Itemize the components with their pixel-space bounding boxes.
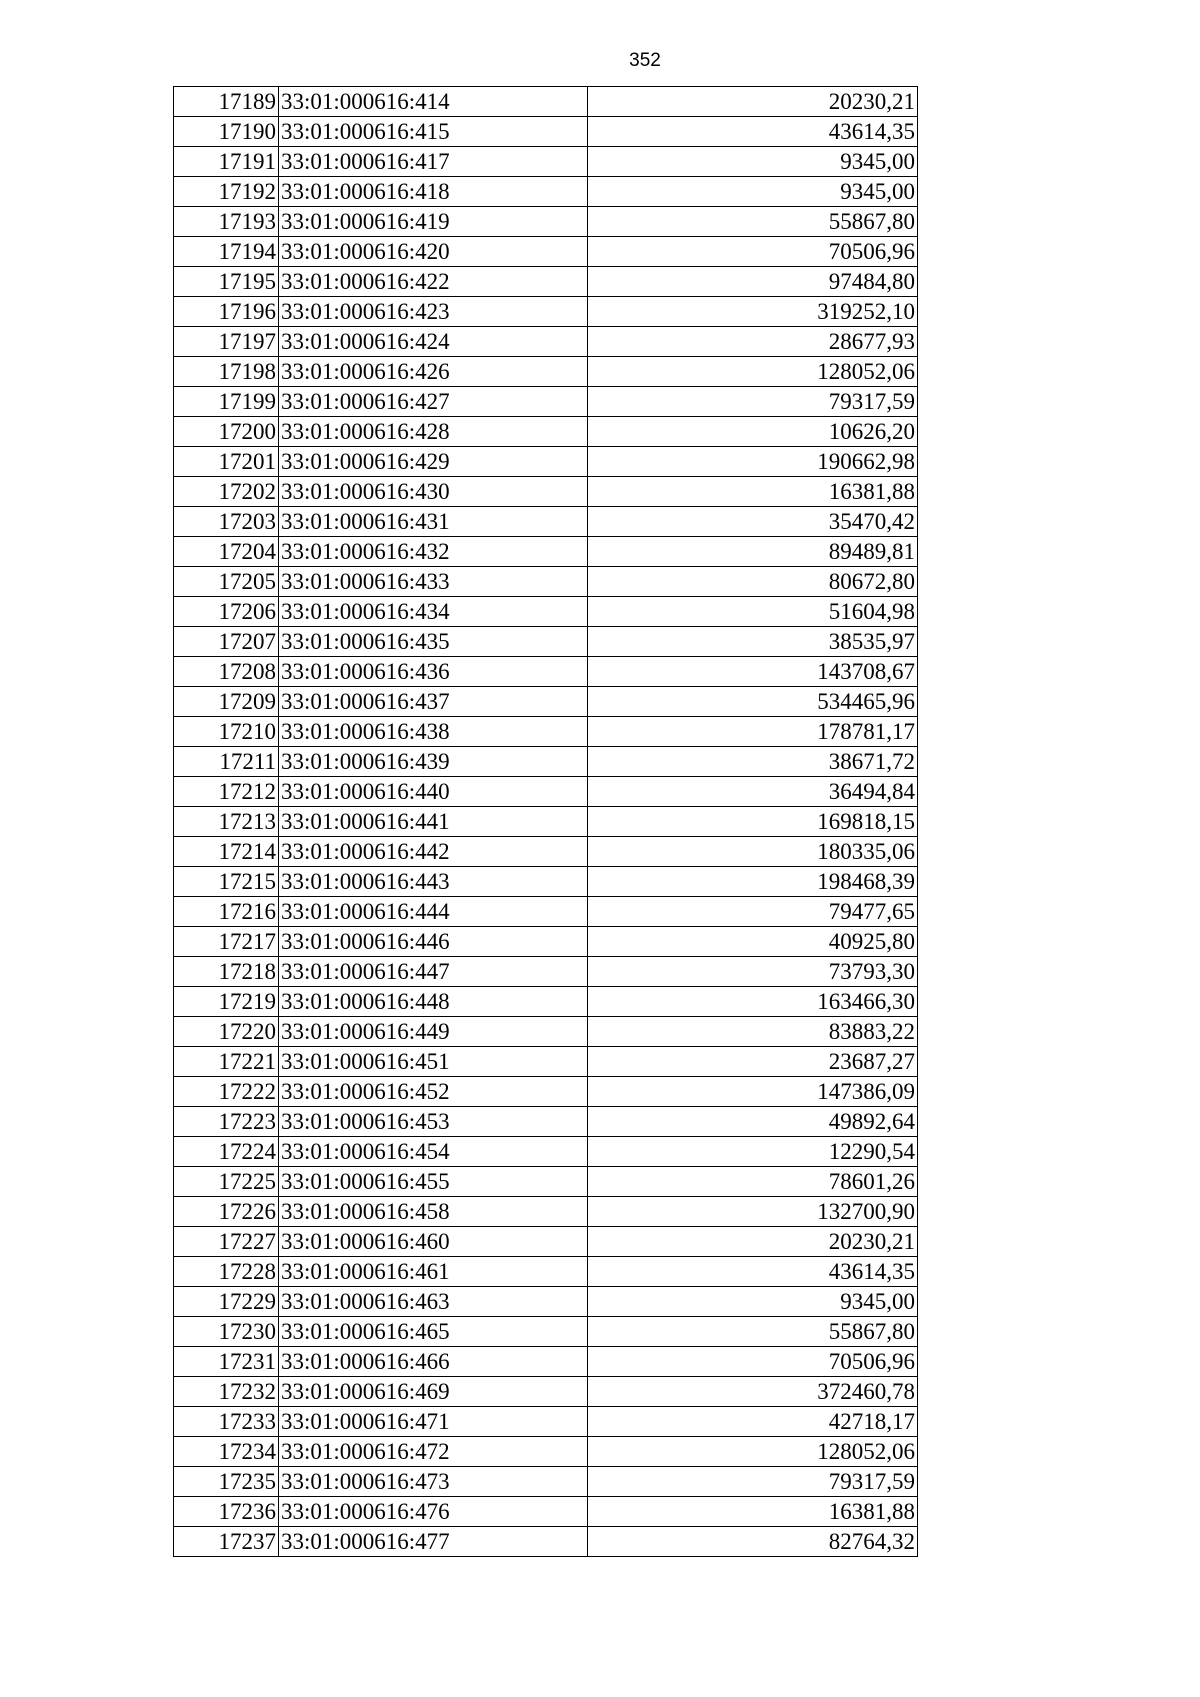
value-cell: 9345,00 [588, 177, 918, 207]
row-number-cell: 17196 [174, 297, 279, 327]
cadastral-number-cell: 33:01:000616:477 [279, 1527, 588, 1557]
cadastral-number-cell: 33:01:000616:437 [279, 687, 588, 717]
value-cell: 40925,80 [588, 927, 918, 957]
cadastral-number-cell: 33:01:000616:436 [279, 657, 588, 687]
row-number-cell: 17223 [174, 1107, 279, 1137]
value-cell: 97484,80 [588, 267, 918, 297]
row-number-cell: 17208 [174, 657, 279, 687]
cadastral-number-cell: 33:01:000616:429 [279, 447, 588, 477]
value-cell: 128052,06 [588, 1437, 918, 1467]
value-cell: 20230,21 [588, 1227, 918, 1257]
row-number-cell: 17213 [174, 807, 279, 837]
cadastral-number-cell: 33:01:000616:435 [279, 627, 588, 657]
row-number-cell: 17224 [174, 1137, 279, 1167]
row-number-cell: 17199 [174, 387, 279, 417]
table-row [174, 237, 918, 267]
table-row [174, 177, 918, 207]
row-number-cell: 17193 [174, 207, 279, 237]
cadastral-number-cell: 33:01:000616:460 [279, 1227, 588, 1257]
cadastral-number-cell: 33:01:000616:415 [279, 117, 588, 147]
cadastral-number-cell: 33:01:000616:426 [279, 357, 588, 387]
table-row [174, 717, 918, 747]
cadastral-number-cell: 33:01:000616:440 [279, 777, 588, 807]
table-row [174, 897, 918, 927]
row-number-cell: 17230 [174, 1317, 279, 1347]
table-row [174, 1137, 918, 1167]
value-cell: 9345,00 [588, 1287, 918, 1317]
cadastral-number-cell: 33:01:000616:454 [279, 1137, 588, 1167]
table-row [174, 1407, 918, 1437]
cadastral-number-cell: 33:01:000616:446 [279, 927, 588, 957]
cadastral-number-cell: 33:01:000616:461 [279, 1257, 588, 1287]
table-row [174, 1497, 918, 1527]
cadastral-number-cell: 33:01:000616:431 [279, 507, 588, 537]
value-cell: 10626,20 [588, 417, 918, 447]
table-row [174, 1167, 918, 1197]
value-cell: 70506,96 [588, 1347, 918, 1377]
table-row [174, 837, 918, 867]
row-number-cell: 17194 [174, 237, 279, 267]
table-row [174, 657, 918, 687]
row-number-cell: 17205 [174, 567, 279, 597]
cadastral-number-cell: 33:01:000616:442 [279, 837, 588, 867]
cadastral-number-cell: 33:01:000616:455 [279, 1167, 588, 1197]
table-row [174, 447, 918, 477]
row-number-cell: 17221 [174, 1047, 279, 1077]
row-number-cell: 17203 [174, 507, 279, 537]
value-cell: 78601,26 [588, 1167, 918, 1197]
value-cell: 128052,06 [588, 357, 918, 387]
value-cell: 16381,88 [588, 477, 918, 507]
table-row [174, 387, 918, 417]
table-row [174, 1437, 918, 1467]
cadastral-number-cell: 33:01:000616:414 [279, 87, 588, 117]
row-number-cell: 17212 [174, 777, 279, 807]
table-row [174, 357, 918, 387]
cadastral-number-cell: 33:01:000616:424 [279, 327, 588, 357]
table-row [174, 1077, 918, 1107]
row-number-cell: 17232 [174, 1377, 279, 1407]
value-cell: 38535,97 [588, 627, 918, 657]
table-row [174, 867, 918, 897]
cadastral-number-cell: 33:01:000616:430 [279, 477, 588, 507]
value-cell: 36494,84 [588, 777, 918, 807]
row-number-cell: 17233 [174, 1407, 279, 1437]
value-cell: 23687,27 [588, 1047, 918, 1077]
table-row [174, 747, 918, 777]
cadastral-number-cell: 33:01:000616:433 [279, 567, 588, 597]
cadastral-number-cell: 33:01:000616:423 [279, 297, 588, 327]
row-number-cell: 17197 [174, 327, 279, 357]
cadastral-number-cell: 33:01:000616:472 [279, 1437, 588, 1467]
value-cell: 163466,30 [588, 987, 918, 1017]
value-cell: 178781,17 [588, 717, 918, 747]
cadastral-number-cell: 33:01:000616:473 [279, 1467, 588, 1497]
cadastral-number-cell: 33:01:000616:476 [279, 1497, 588, 1527]
cadastral-number-cell: 33:01:000616:458 [279, 1197, 588, 1227]
row-number-cell: 17217 [174, 927, 279, 957]
cadastral-number-cell: 33:01:000616:449 [279, 1017, 588, 1047]
row-number-cell: 17206 [174, 597, 279, 627]
cadastral-number-cell: 33:01:000616:452 [279, 1077, 588, 1107]
table-row [174, 567, 918, 597]
row-number-cell: 17198 [174, 357, 279, 387]
value-cell: 79477,65 [588, 897, 918, 927]
value-cell: 198468,39 [588, 867, 918, 897]
row-number-cell: 17228 [174, 1257, 279, 1287]
table-row [174, 627, 918, 657]
cadastral-number-cell: 33:01:000616:469 [279, 1377, 588, 1407]
cadastral-number-cell: 33:01:000616:444 [279, 897, 588, 927]
row-number-cell: 17190 [174, 117, 279, 147]
table-row [174, 1527, 918, 1557]
cadastral-number-cell: 33:01:000616:422 [279, 267, 588, 297]
table-row [174, 1107, 918, 1137]
cadastral-number-cell: 33:01:000616:441 [279, 807, 588, 837]
table-row [174, 1017, 918, 1047]
value-cell: 143708,67 [588, 657, 918, 687]
table-row [174, 597, 918, 627]
table-row [174, 417, 918, 447]
cadastral-number-cell: 33:01:000616:438 [279, 717, 588, 747]
row-number-cell: 17191 [174, 147, 279, 177]
cadastral-number-cell: 33:01:000616:447 [279, 957, 588, 987]
value-cell: 73793,30 [588, 957, 918, 987]
row-number-cell: 17222 [174, 1077, 279, 1107]
value-cell: 169818,15 [588, 807, 918, 837]
table-row [174, 267, 918, 297]
value-cell: 51604,98 [588, 597, 918, 627]
cadastral-number-cell: 33:01:000616:417 [279, 147, 588, 177]
table-row [174, 927, 918, 957]
value-cell: 80672,80 [588, 567, 918, 597]
table-row [174, 87, 918, 117]
row-number-cell: 17211 [174, 747, 279, 777]
registry-table [173, 86, 918, 1557]
row-number-cell: 17219 [174, 987, 279, 1017]
row-number-cell: 17218 [174, 957, 279, 987]
table-row [174, 1377, 918, 1407]
value-cell: 43614,35 [588, 1257, 918, 1287]
value-cell: 28677,93 [588, 327, 918, 357]
value-cell: 180335,06 [588, 837, 918, 867]
value-cell: 190662,98 [588, 447, 918, 477]
table-row [174, 537, 918, 567]
table-row [174, 687, 918, 717]
value-cell: 55867,80 [588, 207, 918, 237]
value-cell: 79317,59 [588, 1467, 918, 1497]
table-row [174, 1317, 918, 1347]
value-cell: 20230,21 [588, 87, 918, 117]
cadastral-number-cell: 33:01:000616:465 [279, 1317, 588, 1347]
row-number-cell: 17227 [174, 1227, 279, 1257]
cadastral-number-cell: 33:01:000616:443 [279, 867, 588, 897]
row-number-cell: 17195 [174, 267, 279, 297]
cadastral-number-cell: 33:01:000616:451 [279, 1047, 588, 1077]
registry-table-body [174, 87, 918, 1557]
value-cell: 38671,72 [588, 747, 918, 777]
table-row [174, 507, 918, 537]
value-cell: 43614,35 [588, 117, 918, 147]
value-cell: 319252,10 [588, 297, 918, 327]
row-number-cell: 17189 [174, 87, 279, 117]
table-row [174, 147, 918, 177]
table-row [174, 1047, 918, 1077]
table-row [174, 117, 918, 147]
row-number-cell: 17202 [174, 477, 279, 507]
row-number-cell: 17220 [174, 1017, 279, 1047]
cadastral-number-cell: 33:01:000616:418 [279, 177, 588, 207]
value-cell: 49892,64 [588, 1107, 918, 1137]
table-row [174, 207, 918, 237]
table-row [174, 477, 918, 507]
row-number-cell: 17235 [174, 1467, 279, 1497]
table-row [174, 327, 918, 357]
cadastral-number-cell: 33:01:000616:439 [279, 747, 588, 777]
table-row [174, 1287, 918, 1317]
value-cell: 42718,17 [588, 1407, 918, 1437]
row-number-cell: 17207 [174, 627, 279, 657]
value-cell: 70506,96 [588, 237, 918, 267]
row-number-cell: 17214 [174, 837, 279, 867]
row-number-cell: 17226 [174, 1197, 279, 1227]
cadastral-number-cell: 33:01:000616:466 [279, 1347, 588, 1377]
value-cell: 534465,96 [588, 687, 918, 717]
cadastral-number-cell: 33:01:000616:471 [279, 1407, 588, 1437]
row-number-cell: 17234 [174, 1437, 279, 1467]
value-cell: 132700,90 [588, 1197, 918, 1227]
cadastral-number-cell: 33:01:000616:428 [279, 417, 588, 447]
row-number-cell: 17201 [174, 447, 279, 477]
cadastral-number-cell: 33:01:000616:463 [279, 1287, 588, 1317]
table-row [174, 1467, 918, 1497]
row-number-cell: 17231 [174, 1347, 279, 1377]
cadastral-number-cell: 33:01:000616:453 [279, 1107, 588, 1137]
row-number-cell: 17216 [174, 897, 279, 927]
value-cell: 9345,00 [588, 147, 918, 177]
table-row [174, 1257, 918, 1287]
row-number-cell: 17204 [174, 537, 279, 567]
value-cell: 83883,22 [588, 1017, 918, 1047]
row-number-cell: 17209 [174, 687, 279, 717]
cadastral-number-cell: 33:01:000616:432 [279, 537, 588, 567]
value-cell: 89489,81 [588, 537, 918, 567]
cadastral-number-cell: 33:01:000616:419 [279, 207, 588, 237]
value-cell: 55867,80 [588, 1317, 918, 1347]
value-cell: 82764,32 [588, 1527, 918, 1557]
row-number-cell: 17200 [174, 417, 279, 447]
row-number-cell: 17237 [174, 1527, 279, 1557]
table-row [174, 807, 918, 837]
cadastral-number-cell: 33:01:000616:448 [279, 987, 588, 1017]
table-row [174, 987, 918, 1017]
table-row [174, 1347, 918, 1377]
value-cell: 147386,09 [588, 1077, 918, 1107]
value-cell: 79317,59 [588, 387, 918, 417]
value-cell: 35470,42 [588, 507, 918, 537]
page-number: 352 [629, 50, 661, 71]
cadastral-number-cell: 33:01:000616:427 [279, 387, 588, 417]
row-number-cell: 17215 [174, 867, 279, 897]
table-row [174, 297, 918, 327]
value-cell: 16381,88 [588, 1497, 918, 1527]
value-cell: 12290,54 [588, 1137, 918, 1167]
table-row [174, 957, 918, 987]
table-row [174, 1227, 918, 1257]
cadastral-number-cell: 33:01:000616:434 [279, 597, 588, 627]
row-number-cell: 17225 [174, 1167, 279, 1197]
row-number-cell: 17192 [174, 177, 279, 207]
value-cell: 372460,78 [588, 1377, 918, 1407]
table-row [174, 777, 918, 807]
cadastral-number-cell: 33:01:000616:420 [279, 237, 588, 267]
table-row [174, 1197, 918, 1227]
row-number-cell: 17210 [174, 717, 279, 747]
row-number-cell: 17229 [174, 1287, 279, 1317]
row-number-cell: 17236 [174, 1497, 279, 1527]
